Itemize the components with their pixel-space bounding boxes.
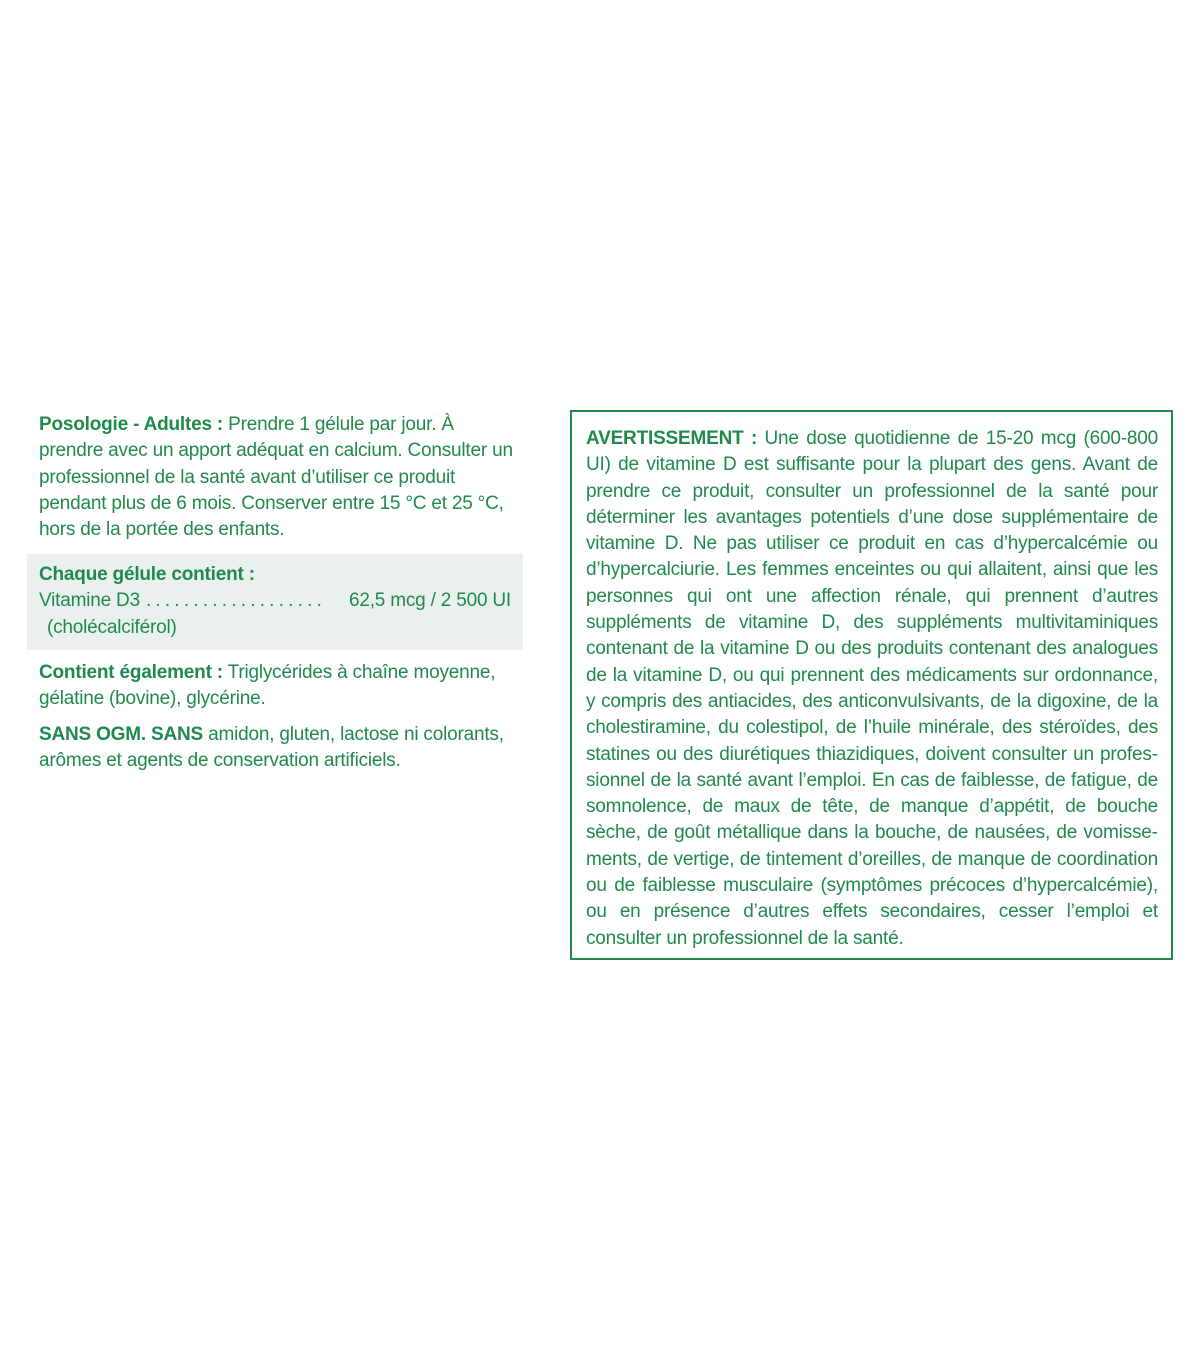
warning-box xyxy=(570,410,1173,960)
warning-text: Une dose quotidienne de 15-20 mcg (600-800 UI) de vitamine D est suffisante pour la plupart des gens. Avant de prendre ce produit, consulter un professionnel de la santé pour déterminer les avantages potentiels d’une dose supplémentaire de vitamine D. Ne pas utiliser ce produit en cas d’hypercalcémie ou d’hypercalciurie. Les femmes enceintes ou qui allaitent, ainsi que les personnes qui ont une affection rénale, qui prennent d’autres suppléments de vitamine D, des suppléments multivitaminiques contenant de la vitamine D ou des produits contenant des analogues de la vitamine D, ou qui prennent des médicaments sur ordonnance, y compris des antiacides, des anticonvulsivants, de la digoxine, de la cholestiramine, du colestipol, de l’huile minérale, des stéroïdes, des statines ou des diurétiques thiazidiques, doivent consulter un professionnel de la santé avant l’emploi. En cas de faiblesse, de fatigue, de somnolence, de maux de tête, de manque d’appétit, de bouche sèche, de goût métallique dans la bouche, de nausées, de vomissements, de vertige, de tintement d’oreilles, de manque de coordination ou de faiblesse musculaire (symptômes précoces d’hypercalcémie), ou en présence d’autres effets secondaires, cesser l’emploi et consulter un professionnel de la santé. xyxy=(586,428,1159,949)
other-ingredients-heading: Contient également : xyxy=(39,662,223,683)
dosage-paragraph xyxy=(39,412,519,543)
dosage-heading: Posologie - Adultes : xyxy=(39,414,224,435)
ingredients-heading: Chaque gélule contient : xyxy=(39,564,255,585)
ingredients-content xyxy=(39,562,511,641)
warning-paragraph xyxy=(586,426,1158,952)
ingredient-leader-dots: ................... xyxy=(145,590,327,612)
other-ingredients-paragraph xyxy=(39,660,519,713)
free-of-paragraph xyxy=(39,722,519,775)
ingredients-panel xyxy=(27,554,523,650)
dosage-section xyxy=(39,412,519,543)
ingredient-name: Vitamine D3 xyxy=(39,590,140,612)
ingredient-subname: (cholécalciférol) xyxy=(47,616,177,638)
other-ingredients-text: Triglycérides à chaîne moyenne, gélatine (bovine), glycérine. xyxy=(39,662,496,710)
dosage-text: Prendre 1 gélule par jour. À prendre avec un apport adéquat en calcium. Consulter un professionnel de la santé avant d’utiliser ce produit pendant plus de 6 mois. Conserver entre 15 °C et 25 °C, hors de la portée des enfants. xyxy=(39,414,513,541)
ingredient-row xyxy=(39,588,511,614)
ingredient-amount: 62,5 mcg / 2 500 UI xyxy=(348,590,511,612)
free-of-text: amidon, gluten, lactose ni colorants, arômes et agents de conservation artificiels. xyxy=(39,724,504,772)
warning-heading: AVERTISSEMENT : xyxy=(586,428,758,449)
free-of-heading: SANS OGM. SANS xyxy=(39,724,203,745)
